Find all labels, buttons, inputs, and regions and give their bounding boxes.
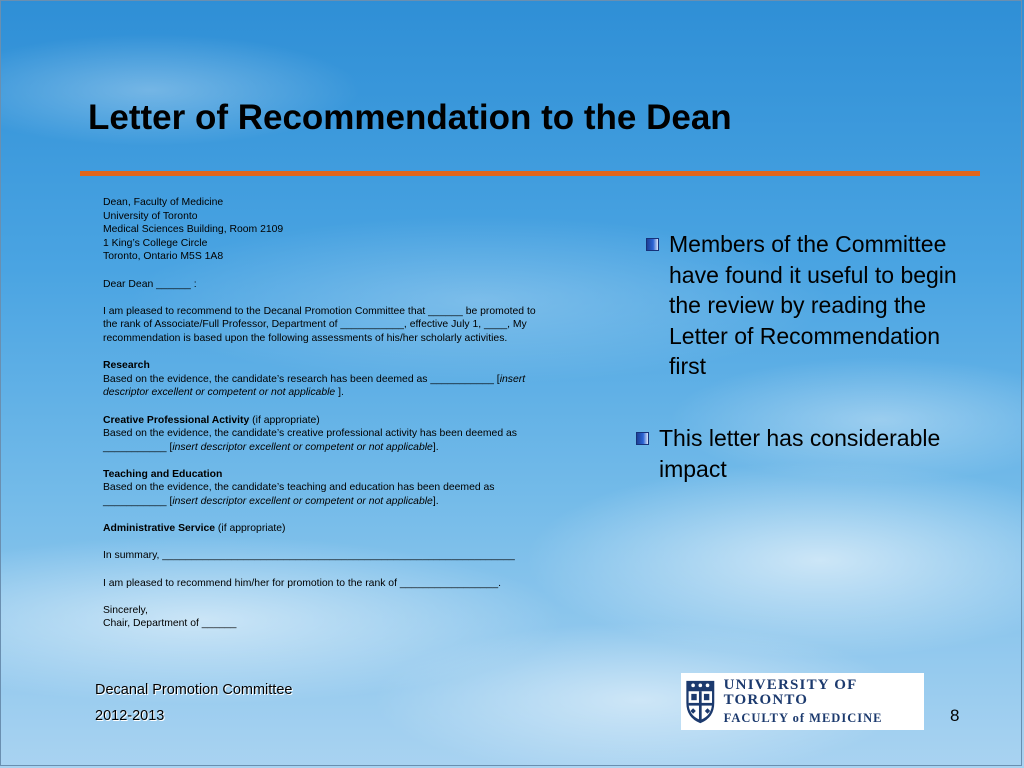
research-line-2: descriptor excellent or competent or not applicable ].: [103, 387, 344, 399]
address-line: Toronto, Ontario M5S 1A8: [103, 251, 224, 263]
summary-line: In summary, _____________________________________________________________: [103, 550, 515, 562]
teaching-line-1: Based on the evidence, the candidate’s teaching and education has been deemed as: [103, 482, 495, 494]
signature-line: Chair, Department of ______: [103, 618, 237, 630]
bullet-item: [636, 423, 956, 484]
university-crest-icon: [685, 677, 716, 727]
address-line: University of Toronto: [103, 210, 198, 222]
title-underline: [80, 171, 980, 176]
footer-committee: Decanal Promotion Committee: [95, 682, 293, 698]
creative-heading: Creative Professional Activity (if appropriate): [103, 414, 320, 426]
bullet-text: This letter has considerable impact: [659, 425, 941, 482]
admin-heading: Administrative Service (if appropriate): [103, 523, 286, 535]
closing: Sincerely,: [103, 604, 148, 616]
salutation: Dear Dean ______ :: [103, 278, 197, 290]
footer-year: 2012-2013: [95, 708, 165, 724]
page-number: 8: [950, 706, 960, 725]
bullet-text: Members of the Committee have found it useful to begin the review by reading the Letter of Recommendation first: [669, 231, 957, 379]
logo-faculty-text: FACULTY of MEDICINE: [723, 711, 883, 726]
teaching-line-2: ___________ [insert descriptor excellent or competent or not applicable].: [103, 496, 439, 508]
square-bullet-icon: [636, 432, 649, 445]
university-logo: [681, 673, 924, 730]
letter-template: [103, 196, 593, 631]
research-line-1: Based on the evidence, the candidate’s research has been deemed as ___________ [insert: [103, 373, 526, 385]
creative-line-1: Based on the evidence, the candidate’s creative professional activity has been deemed as: [103, 428, 517, 440]
address-line: 1 King’s College Circle: [103, 237, 208, 249]
square-bullet-icon: [646, 238, 659, 251]
logo-university-text: UNIVERSITY OF TORONTO: [723, 677, 857, 709]
intro-line: I am pleased to recommend to the Decanal Promotion Committee that ______ be promoted to: [103, 305, 536, 317]
bullet-item: [646, 229, 976, 382]
recommend-line: I am pleased to recommend him/her for promotion to the rank of _________________.: [103, 577, 501, 589]
research-heading: Research: [103, 360, 150, 372]
intro-line: recommendation is based upon the following assessments of his/her scholarly activities.: [103, 332, 508, 344]
slide-title: Letter of Recommendation to the Dean: [88, 98, 732, 137]
creative-line-2: ___________ [insert descriptor excellent or competent or not applicable].: [103, 441, 439, 453]
address-line: Medical Sciences Building, Room 2109: [103, 224, 284, 236]
intro-line: the rank of Associate/Full Professor, Department of ___________, effective July 1, ____, My: [103, 319, 527, 331]
address-line: Dean, Faculty of Medicine: [103, 197, 224, 208]
teaching-heading: Teaching and Education: [103, 468, 223, 480]
